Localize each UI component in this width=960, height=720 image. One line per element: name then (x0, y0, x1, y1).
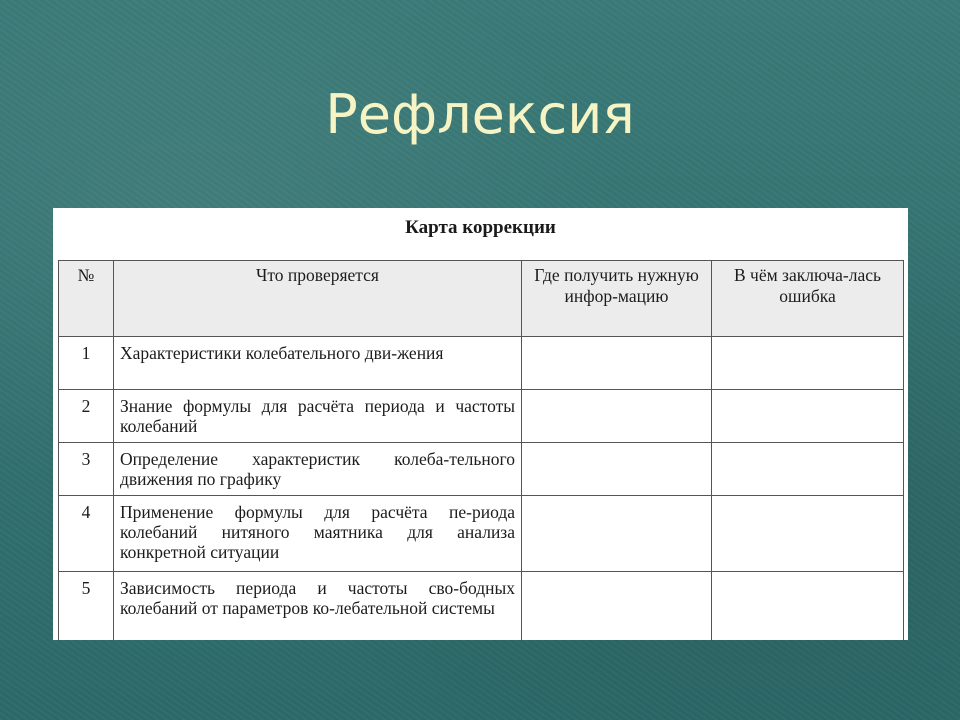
table-header-row (59, 261, 904, 337)
row-error-cell[interactable] (712, 496, 904, 572)
row-where-cell[interactable] (522, 443, 712, 496)
table-row (59, 390, 904, 443)
row-number: 4 (59, 496, 114, 572)
row-error-cell[interactable] (712, 337, 904, 390)
slide-title: Рефлексия (325, 83, 635, 146)
card-heading: Карта коррекции (405, 217, 556, 238)
row-topic: Знание формулы для расчёта периода и частоты колебаний (114, 390, 522, 443)
correction-table (58, 260, 904, 640)
row-number: 2 (59, 390, 114, 443)
row-where-cell[interactable] (522, 496, 712, 572)
correction-card (53, 208, 908, 640)
row-where-cell[interactable] (522, 337, 712, 390)
row-number: 5 (59, 572, 114, 641)
column-header-error: В чём заключа-лась ошибка (712, 261, 904, 337)
row-error-cell[interactable] (712, 443, 904, 496)
table-row (59, 337, 904, 390)
table-row (59, 443, 904, 496)
column-header-where: Где получить нужную инфор-мацию (522, 261, 712, 337)
row-topic: Характеристики колебательного дви-жения (114, 337, 522, 390)
row-where-cell[interactable] (522, 390, 712, 443)
table-row (59, 496, 904, 572)
row-topic: Определение характеристик колеба-тельного движения по графику (114, 443, 522, 496)
column-header-number: № (59, 261, 114, 337)
row-where-cell[interactable] (522, 572, 712, 641)
table-row (59, 572, 904, 641)
row-number: 3 (59, 443, 114, 496)
row-number: 1 (59, 337, 114, 390)
row-error-cell[interactable] (712, 572, 904, 641)
column-header-topic: Что проверяется (114, 261, 522, 337)
row-topic: Применение формулы для расчёта пе-риода колебаний нитяного маятника для анализа конкретной ситуации (114, 496, 522, 572)
row-error-cell[interactable] (712, 390, 904, 443)
row-topic: Зависимость периода и частоты сво-бодных колебаний от параметров ко-лебательной системы (114, 572, 522, 641)
